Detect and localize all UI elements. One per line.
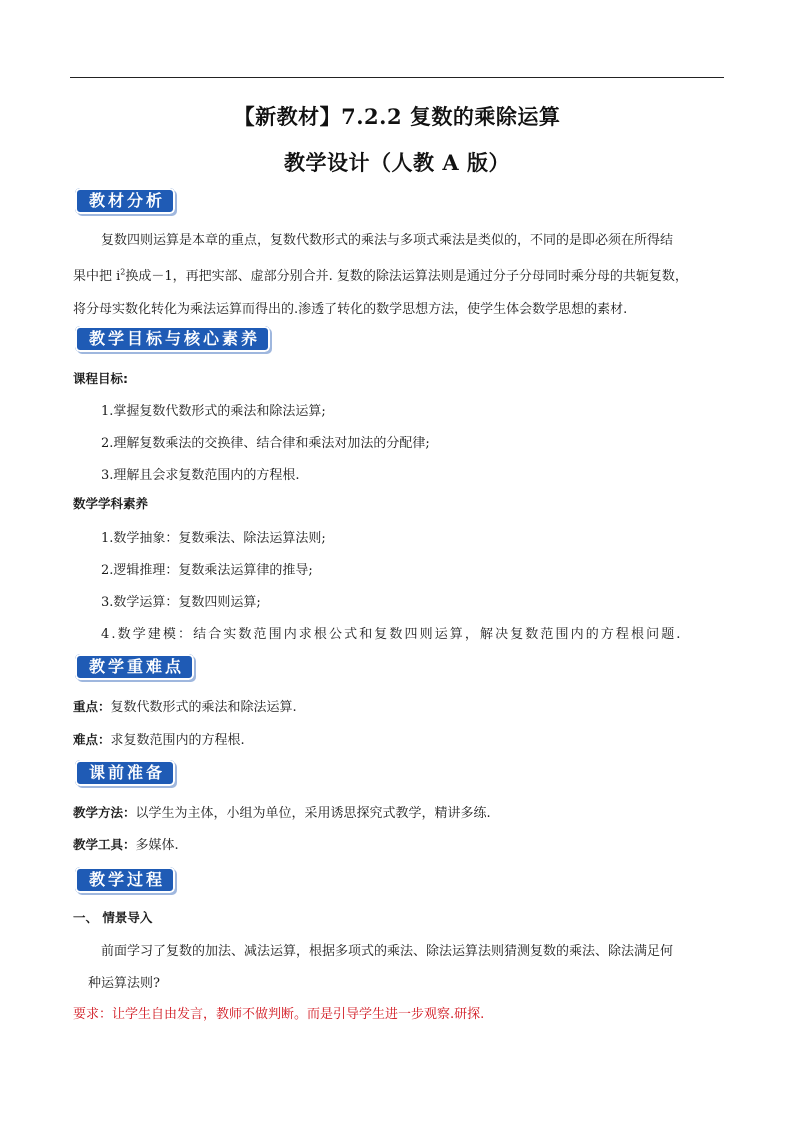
section-header-prep: 课前准备 [75,760,175,786]
difficult-text: 求复数范围内的方程根. [110,733,245,748]
header-rule [70,77,724,78]
document-title: 【新教材】7.2.2 复数的乘除运算 [233,104,561,129]
key-label: 重点： [73,699,111,714]
exponent: 2 [120,267,126,277]
step1-line-2: 种运算法则? [88,976,160,991]
section-header-analysis: 教材分析 [75,188,175,214]
step1-line-1: 前面学习了复数的加法、减法运算，根据多项式的乘法、除法运算法则猜测复数的乘法、除法满足何 [101,944,674,959]
key-point [73,696,297,715]
method-text: 以学生为主体，小组为单位，采用诱思探究式教学，精讲多练. [135,806,491,821]
method-label: 教学方法： [73,805,136,820]
analysis-line-1: 复数四则运算是本章的重点，复数代数形式的乘法与多项式乘法是类似的，不同的是即必须在所得结 [101,233,674,248]
section-header-goals: 教学目标与核心素养 [75,326,270,352]
analysis-line-2 [73,265,688,284]
literacy-item: 2.逻辑推理：复数乘法运算律的推导; [101,563,313,578]
analysis-paragraph [73,224,733,257]
difficult-label: 难点： [73,732,111,747]
analysis-line-2b: 换成－1，再把实部、虚部分别合并. 复数的除法运算法则是通过分子分母同时乘分母的共轭复数， [125,269,688,284]
course-goal-item: 1.掌握复数代数形式的乘法和除法运算; [101,404,326,419]
tools-label: 教学工具： [73,837,136,852]
course-goal-item: 2.理解复数乘法的交换律、结合律和乘法对加法的分配律; [101,436,430,451]
literacy-item: 1.数学抽象：复数乘法、除法运算法则; [101,531,326,546]
difficult-point [73,729,245,748]
course-goal-item: 3.理解且会求复数范围内的方程根. [101,468,300,483]
section-header-keypoints: 教学重难点 [75,654,194,680]
literacy-label: 数学学科素养 [73,496,149,511]
teaching-tools [73,834,179,853]
analysis-line-2a: 果中把 i [73,269,121,284]
literacy-item: 4.数学建模：结合实数范围内求根公式和复数四则运算，解决复数范围内的方程根问题. [101,627,683,642]
literacy-item: 3.数学运算：复数四则运算; [101,595,261,610]
requirement-note: 要求：让学生自由发言，教师不做判断。而是引导学生进一步观察.研探. [73,1007,485,1022]
analysis-line-3: 将分母实数化转化为乘法运算而得出的.渗透了转化的数学思想方法，使学生体会数学思想的素材. [73,302,628,317]
step1-label: 一、 情景导入 [73,910,153,925]
document-subtitle: 教学设计（人教 A 版） [284,150,510,175]
tools-text: 多媒体. [135,838,179,853]
key-text: 复数代数形式的乘法和除法运算. [110,700,297,715]
teaching-method [73,802,491,821]
course-goals-label: 课程目标: [73,371,128,386]
section-header-process: 教学过程 [75,867,175,893]
